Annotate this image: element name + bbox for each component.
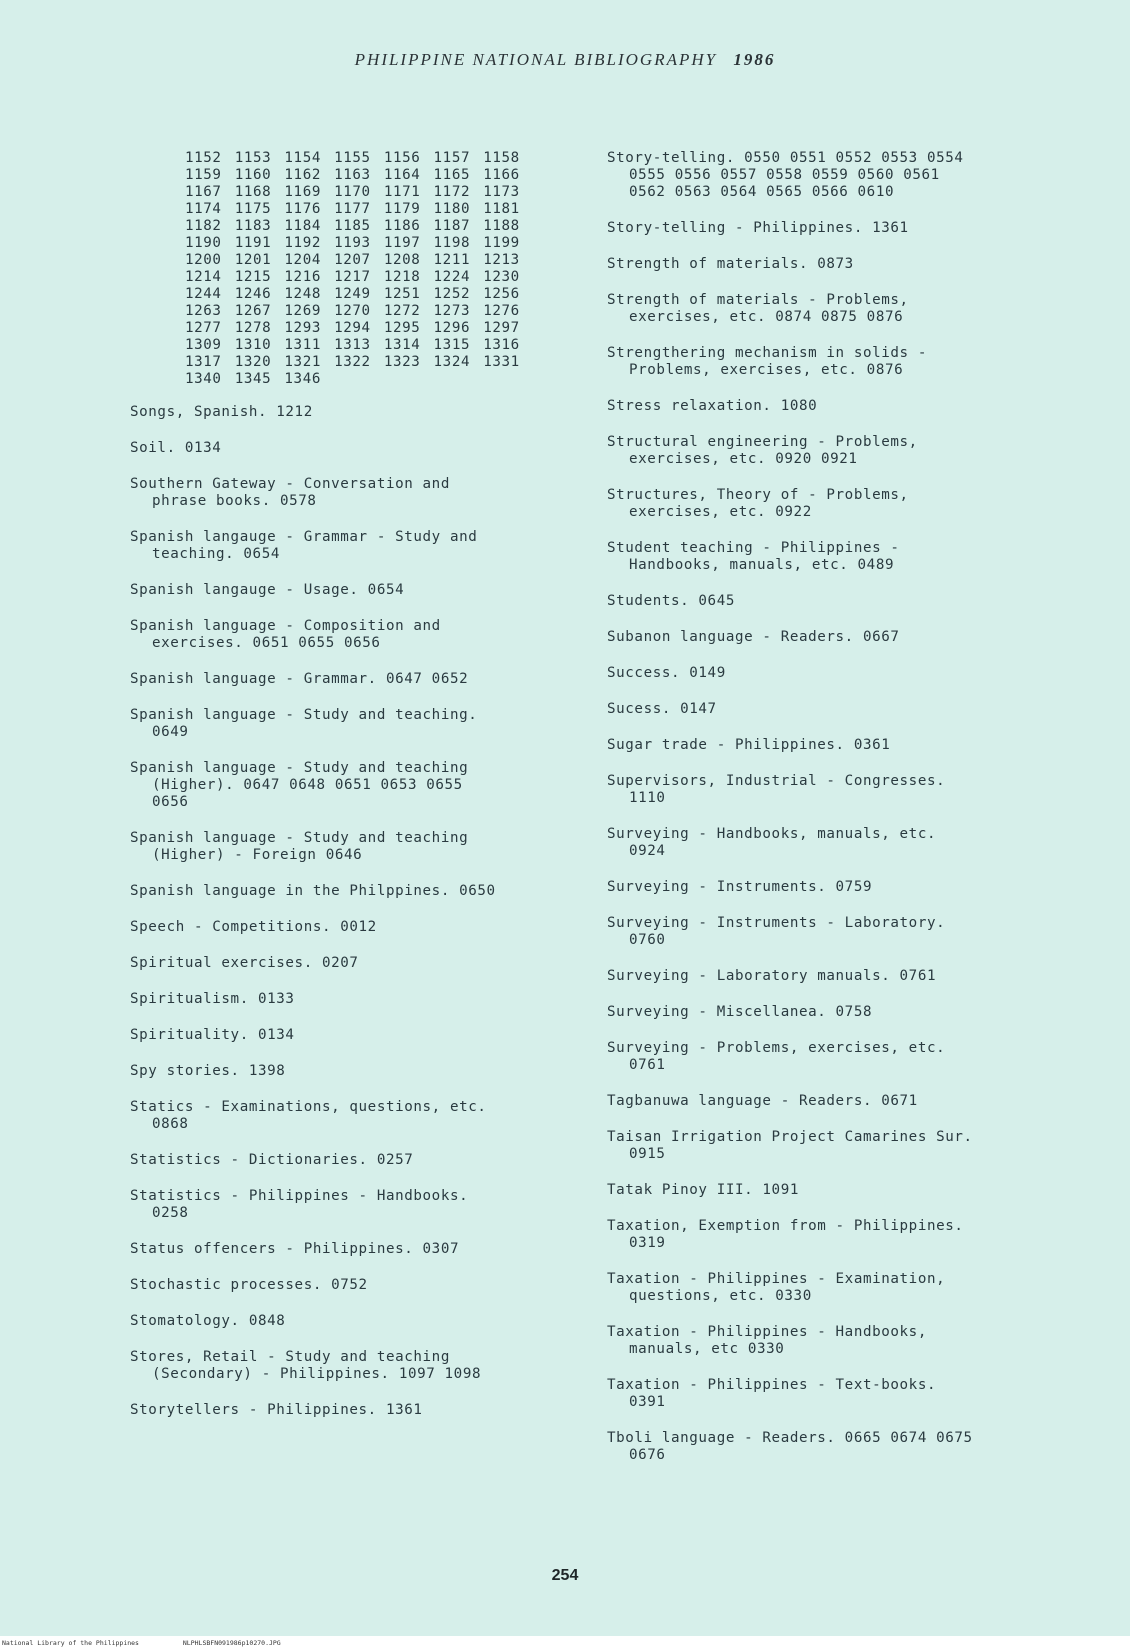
index-entry: Stores, Retail - Study and teaching (Secondary) - Philippines. 1097 1098 — [130, 1349, 482, 1382]
page-number: 254 — [551, 1567, 579, 1584]
index-entry: Spanish langauge - Usage. 0654 — [130, 582, 405, 598]
index-entry: Strength of materials - Problems, exercises, etc. 0874 0875 0876 — [607, 292, 909, 325]
index-entry: Soil. 0134 — [130, 440, 222, 456]
index-entry: Story-telling - Philippines. 1361 — [607, 220, 909, 236]
bibliography-title: PHILIPPINE NATIONAL BIBLIOGRAPHY — [354, 50, 718, 69]
index-entry: Spy stories. 1398 — [130, 1063, 286, 1079]
index-entry: Stomatology. 0848 — [130, 1313, 286, 1329]
scan-footer — [0, 1636, 1130, 1650]
index-entry: Subanon language - Readers. 0667 — [607, 629, 900, 645]
left-entry-list — [130, 404, 570, 1419]
index-entry: Statistics - Dictionaries. 0257 — [130, 1152, 414, 1168]
number-line: 1263 1267 1269 1270 1272 1273 1276 — [185, 303, 520, 319]
index-entry: Tatak Pinoy III. 1091 — [607, 1182, 799, 1198]
number-line: 1200 1201 1204 1207 1208 1211 1213 — [185, 252, 520, 268]
continued-number-block — [130, 150, 570, 388]
index-entry: Story-telling. 0550 0551 0552 0553 0554 0555 0556 0557 0558 0559 0560 0561 0562 0563 0564 0565 0566 0610 — [607, 150, 964, 200]
number-line: 1152 1153 1154 1155 1156 1157 1158 — [185, 150, 520, 166]
index-entry: Tboli language - Readers. 0665 0674 0675 0676 — [607, 1430, 973, 1463]
index-entry: Taxation - Philippines - Examination, questions, etc. 0330 — [607, 1271, 946, 1304]
number-line: 1340 1345 1346 — [185, 371, 321, 387]
index-entry: Surveying - Instruments - Laboratory. 0760 — [607, 915, 946, 948]
left-column — [130, 150, 570, 1438]
index-entry: Status offencers - Philippines. 0307 — [130, 1241, 460, 1257]
index-entry: Student teaching - Philippines - Handbooks, manuals, etc. 0489 — [607, 540, 900, 573]
index-entry: Sucess. 0147 — [607, 701, 717, 717]
index-entry: Success. 0149 — [607, 665, 726, 681]
right-column — [607, 150, 1037, 1483]
footer-filename: NLPHLSBFN091986p10270.JPG — [182, 1639, 281, 1647]
footer-library: National Library of the Philippines — [2, 1639, 139, 1647]
index-entry: Spanish language - Composition and exercises. 0651 0655 0656 — [130, 618, 441, 651]
number-line: 1317 1320 1321 1322 1323 1324 1331 — [185, 354, 520, 370]
number-line: 1174 1175 1176 1177 1179 1180 1181 — [185, 201, 520, 217]
index-entry: Surveying - Instruments. 0759 — [607, 879, 873, 895]
index-entry: Taxation - Philippines - Handbooks, manuals, etc 0330 — [607, 1324, 927, 1357]
index-entry: Surveying - Miscellanea. 0758 — [607, 1004, 873, 1020]
number-line: 1159 1160 1162 1163 1164 1165 1166 — [185, 167, 520, 183]
index-entry: Spanish language - Study and teaching (Higher) - Foreign 0646 — [130, 830, 469, 863]
index-entry: Statics - Examinations, questions, etc. 0868 — [130, 1099, 487, 1132]
index-entry: Structures, Theory of - Problems, exercises, etc. 0922 — [607, 487, 909, 520]
index-entry: Statistics - Philippines - Handbooks. 0258 — [130, 1188, 469, 1221]
index-entry: Surveying - Handbooks, manuals, etc. 0924 — [607, 826, 937, 859]
index-entry: Students. 0645 — [607, 593, 735, 609]
number-line: 1182 1183 1184 1185 1186 1187 1188 — [185, 218, 520, 234]
number-line: 1309 1310 1311 1313 1314 1315 1316 — [185, 337, 520, 353]
index-entry: Taxation - Philippines - Text-books. 0391 — [607, 1377, 937, 1410]
index-entry: Spanish language in the Philppines. 0650 — [130, 883, 496, 899]
index-entry: Taxation, Exemption from - Philippines. 0319 — [607, 1218, 964, 1251]
number-line: 1167 1168 1169 1170 1171 1172 1173 — [185, 184, 520, 200]
index-entry: Strength of materials. 0873 — [607, 256, 854, 272]
index-entry: Supervisors, Industrial - Congresses. 1110 — [607, 773, 946, 806]
page-header — [0, 50, 1130, 70]
index-entry: Spanish language - Study and teaching (Higher). 0647 0648 0651 0653 0655 0656 — [130, 760, 469, 810]
index-entry: Speech - Competitions. 0012 — [130, 919, 377, 935]
index-entry: Stress relaxation. 1080 — [607, 398, 818, 414]
index-entry: Storytellers - Philippines. 1361 — [130, 1402, 423, 1418]
right-entry-list — [607, 150, 1037, 1464]
index-entry: Spiritual exercises. 0207 — [130, 955, 359, 971]
index-entry: Strengthering mechanism in solids - Problems, exercises, etc. 0876 — [607, 345, 927, 378]
index-entry: Southern Gateway - Conversation and phrase books. 0578 — [130, 476, 450, 509]
index-entry: Surveying - Laboratory manuals. 0761 — [607, 968, 937, 984]
number-line: 1214 1215 1216 1217 1218 1224 1230 — [185, 269, 520, 285]
index-entry: Stochastic processes. 0752 — [130, 1277, 368, 1293]
number-line: 1277 1278 1293 1294 1295 1296 1297 — [185, 320, 520, 336]
index-entry: Spanish language - Study and teaching. 0649 — [130, 707, 478, 740]
index-entry: Spanish language - Grammar. 0647 0652 — [130, 671, 469, 687]
index-entry: Structural engineering - Problems, exercises, etc. 0920 0921 — [607, 434, 918, 467]
index-entry: Spiritualism. 0133 — [130, 991, 295, 1007]
number-line: 1244 1246 1248 1249 1251 1252 1256 — [185, 286, 520, 302]
index-entry: Spanish langauge - Grammar - Study and teaching. 0654 — [130, 529, 478, 562]
bibliography-year: 1986 — [733, 50, 776, 69]
index-entry: Spirituality. 0134 — [130, 1027, 295, 1043]
index-entry: Surveying - Problems, exercises, etc. 0761 — [607, 1040, 946, 1073]
number-line: 1190 1191 1192 1193 1197 1198 1199 — [185, 235, 520, 251]
index-entry: Songs, Spanish. 1212 — [130, 404, 313, 420]
index-entry: Sugar trade - Philippines. 0361 — [607, 737, 891, 753]
index-entry: Tagbanuwa language - Readers. 0671 — [607, 1093, 918, 1109]
index-entry: Taisan Irrigation Project Camarines Sur. 0915 — [607, 1129, 973, 1162]
